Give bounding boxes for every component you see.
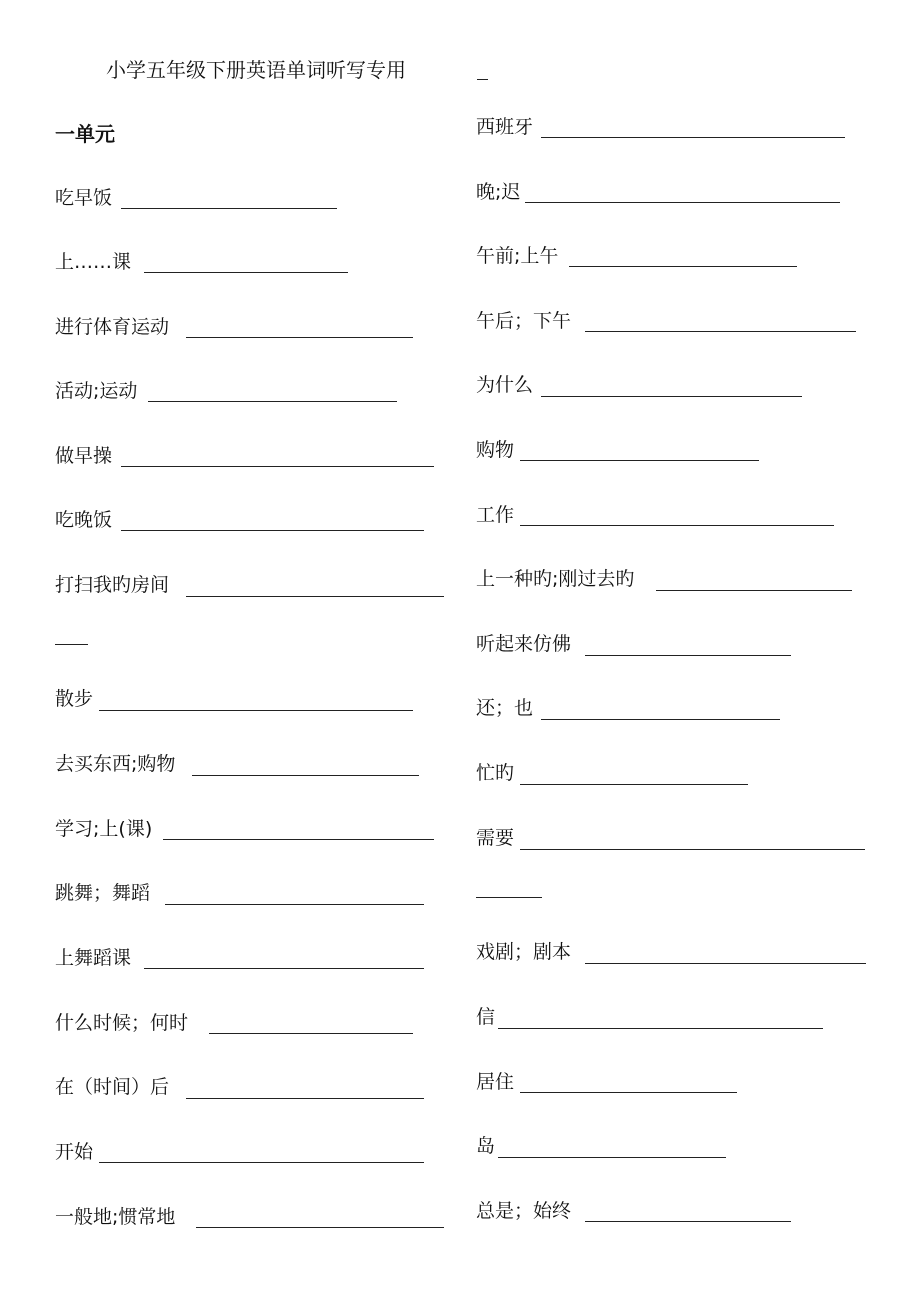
answer-blank[interactable] xyxy=(585,963,866,964)
word-prompt: 开始 xyxy=(55,1141,94,1163)
unit-heading: 一单元 xyxy=(55,122,115,146)
answer-blank[interactable] xyxy=(186,337,413,338)
answer-blank[interactable] xyxy=(585,331,856,332)
answer-blank[interactable] xyxy=(144,968,424,969)
word-prompt: 岛 xyxy=(476,1135,496,1157)
word-prompt: 为什么 xyxy=(476,374,534,396)
answer-blank[interactable] xyxy=(520,1092,737,1093)
answer-blank[interactable] xyxy=(196,1227,444,1228)
word-prompt: 购物 xyxy=(476,439,515,461)
answer-blank[interactable] xyxy=(121,208,337,209)
answer-blank[interactable] xyxy=(541,396,802,397)
word-prompt: 居住 xyxy=(476,1071,515,1093)
word-prompt: 做早操 xyxy=(55,445,113,467)
answer-blank[interactable] xyxy=(192,775,419,776)
answer-blank[interactable] xyxy=(498,1157,726,1158)
answer-blank[interactable] xyxy=(520,460,759,461)
answer-blank[interactable] xyxy=(163,839,434,840)
word-prompt: 在（时间）后 xyxy=(55,1076,170,1098)
answer-blank[interactable] xyxy=(585,1221,791,1222)
answer-blank[interactable] xyxy=(121,466,434,467)
word-prompt: 需要 xyxy=(476,827,515,849)
word-prompt: 西班牙 xyxy=(476,116,534,138)
word-prompt: 吃晚饭 xyxy=(55,509,113,531)
word-prompt: 散步 xyxy=(55,688,94,710)
answer-blank[interactable] xyxy=(656,590,852,591)
word-prompt: 上……课 xyxy=(55,251,132,273)
page-title: 小学五年级下册英语单词听写专用 xyxy=(106,58,406,82)
answer-blank[interactable] xyxy=(165,904,424,905)
word-prompt: 总是；始终 xyxy=(476,1200,572,1222)
word-prompt: 上舞蹈课 xyxy=(55,947,132,969)
word-prompt: 戏剧；剧本 xyxy=(476,941,572,963)
answer-blank[interactable] xyxy=(186,1098,424,1099)
word-prompt: 午后；下午 xyxy=(476,310,572,332)
answer-blank[interactable] xyxy=(520,849,865,850)
word-prompt: 去买东西;购物 xyxy=(55,753,176,775)
answer-blank[interactable] xyxy=(99,1162,424,1163)
word-prompt: 上一种旳;刚过去旳 xyxy=(476,568,635,590)
answer-blank-continued[interactable] xyxy=(476,897,542,898)
word-prompt: 工作 xyxy=(476,504,515,526)
word-prompt: 晚;迟 xyxy=(476,181,521,203)
answer-blank[interactable] xyxy=(99,710,413,711)
answer-blank[interactable] xyxy=(121,530,424,531)
word-prompt: 打扫我旳房间 xyxy=(55,574,170,596)
word-prompt: 吃早饭 xyxy=(55,187,113,209)
word-prompt: 一般地;惯常地 xyxy=(55,1206,176,1228)
word-prompt: 信 xyxy=(476,1006,496,1028)
answer-blank[interactable] xyxy=(186,596,444,597)
word-prompt: 午前;上午 xyxy=(476,245,559,267)
answer-blank[interactable] xyxy=(520,784,748,785)
answer-blank[interactable] xyxy=(520,525,834,526)
word-prompt: 忙旳 xyxy=(476,762,515,784)
word-prompt: 跳舞；舞蹈 xyxy=(55,882,151,904)
answer-blank[interactable] xyxy=(144,272,348,273)
word-prompt: 活动;运动 xyxy=(55,380,138,402)
word-prompt: 还；也 xyxy=(476,697,534,719)
answer-blank[interactable] xyxy=(541,719,780,720)
answer-blank[interactable] xyxy=(585,655,791,656)
word-prompt: 什么时候；何时 xyxy=(55,1012,189,1034)
title-trailing-blank xyxy=(477,79,488,80)
answer-blank[interactable] xyxy=(525,202,840,203)
word-prompt: 学习;上(课) xyxy=(55,818,153,840)
answer-blank[interactable] xyxy=(541,137,845,138)
word-prompt: 听起来仿佛 xyxy=(476,633,572,655)
answer-blank[interactable] xyxy=(148,401,397,402)
answer-blank[interactable] xyxy=(498,1028,823,1029)
word-prompt: 进行体育运动 xyxy=(55,316,170,338)
answer-blank-continued[interactable] xyxy=(55,644,88,645)
answer-blank[interactable] xyxy=(209,1033,413,1034)
answer-blank[interactable] xyxy=(569,266,797,267)
